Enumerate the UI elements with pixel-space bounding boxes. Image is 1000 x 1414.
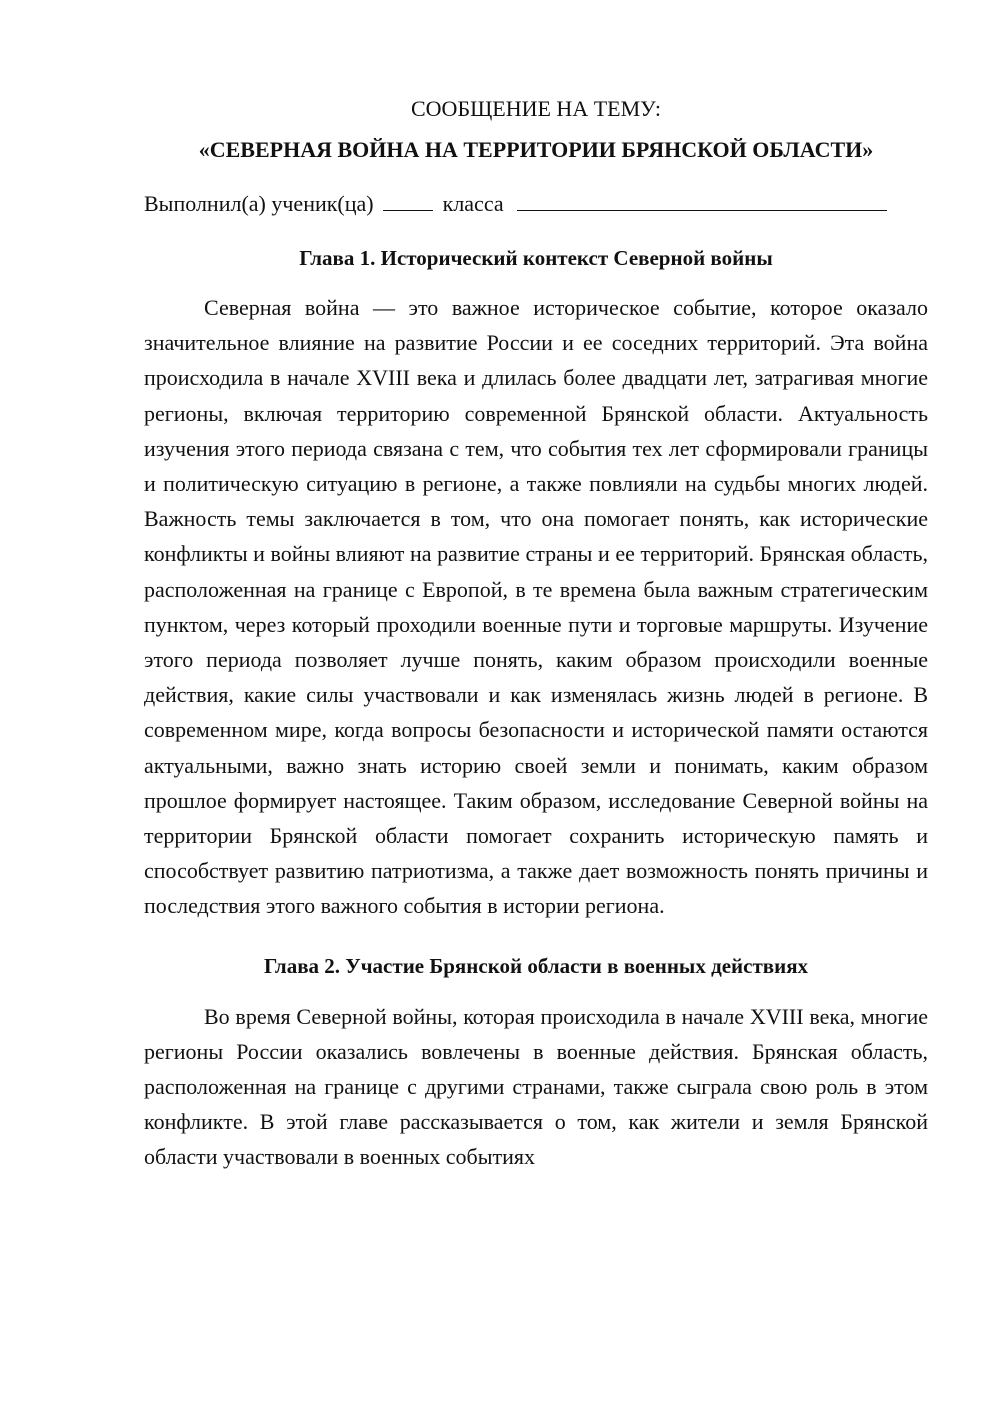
chapter-1-title: Глава 1. Исторический контекст Северной войны <box>299 246 773 270</box>
grade-blank <box>383 190 433 211</box>
name-blank <box>517 190 887 211</box>
author-prefix: Выполнил(а) ученик(ца) <box>144 191 374 216</box>
class-label: класса <box>442 191 504 216</box>
document-heading-line-1: СООБЩЕНИЕ НА ТЕМУ: <box>411 96 661 121</box>
chapter-1-paragraph: Северная война — это важное историческое событие, которое оказало значительное влияние на развитие России и ее соседних территорий. Эта война происходила в начале XVIII века и длилась более двадцати лет, затрагивая многие регионы, включая территорию современной Брянской области. Актуальность изучения этого периода связана с тем, что события тех лет сформировали границы и политическую ситуацию в регионе, а также повлияли на судьбы многих людей. Важность темы заключается в том, что она помогает понять, как исторические конфликты и войны влияют на развитие страны и ее территорий. Брянская область, расположенная на границе с Европой, в те времена была важным стратегическим пунктом, через который проходили военные пути и торговые маршруты. Изучение этого периода позволяет лучше понять, каким образом происходили военные действия, какие силы участвовали и как изменялась жизнь людей в регионе. В современном мире, когда вопросы безопасности и исторической памяти остаются актуальными, важно знать историю своей земли и понимать, каким образом прошлое формирует настоящее. Таким образом, исследование Северной войны на территории Брянской области помогает сохранить историческую память и способствует развитию патриотизма, а также дает возможность понять причины и последствия этого важного события в истории региона. <box>144 295 928 919</box>
chapter-2-paragraph: Во время Северной войны, которая происходила в начале XVIII века, многие регионы России оказались вовлечены в военные действия. Брянская область, расположенная на границе с другими странами, также сыграла свою роль в этом конфликте. В этой главе рассказывается о том, как жители и земля Брянской области участвовали в военных событиях <box>144 1003 928 1170</box>
author-line <box>144 189 928 219</box>
chapter-2-title: Глава 2. Участие Брянской области в военных действиях <box>263 953 809 978</box>
document-title: «СЕВЕРНАЯ ВОЙНА НА ТЕРРИТОРИИ БРЯНСКОЙ ОБЛАСТИ» <box>198 137 874 162</box>
document-page <box>144 90 928 1175</box>
